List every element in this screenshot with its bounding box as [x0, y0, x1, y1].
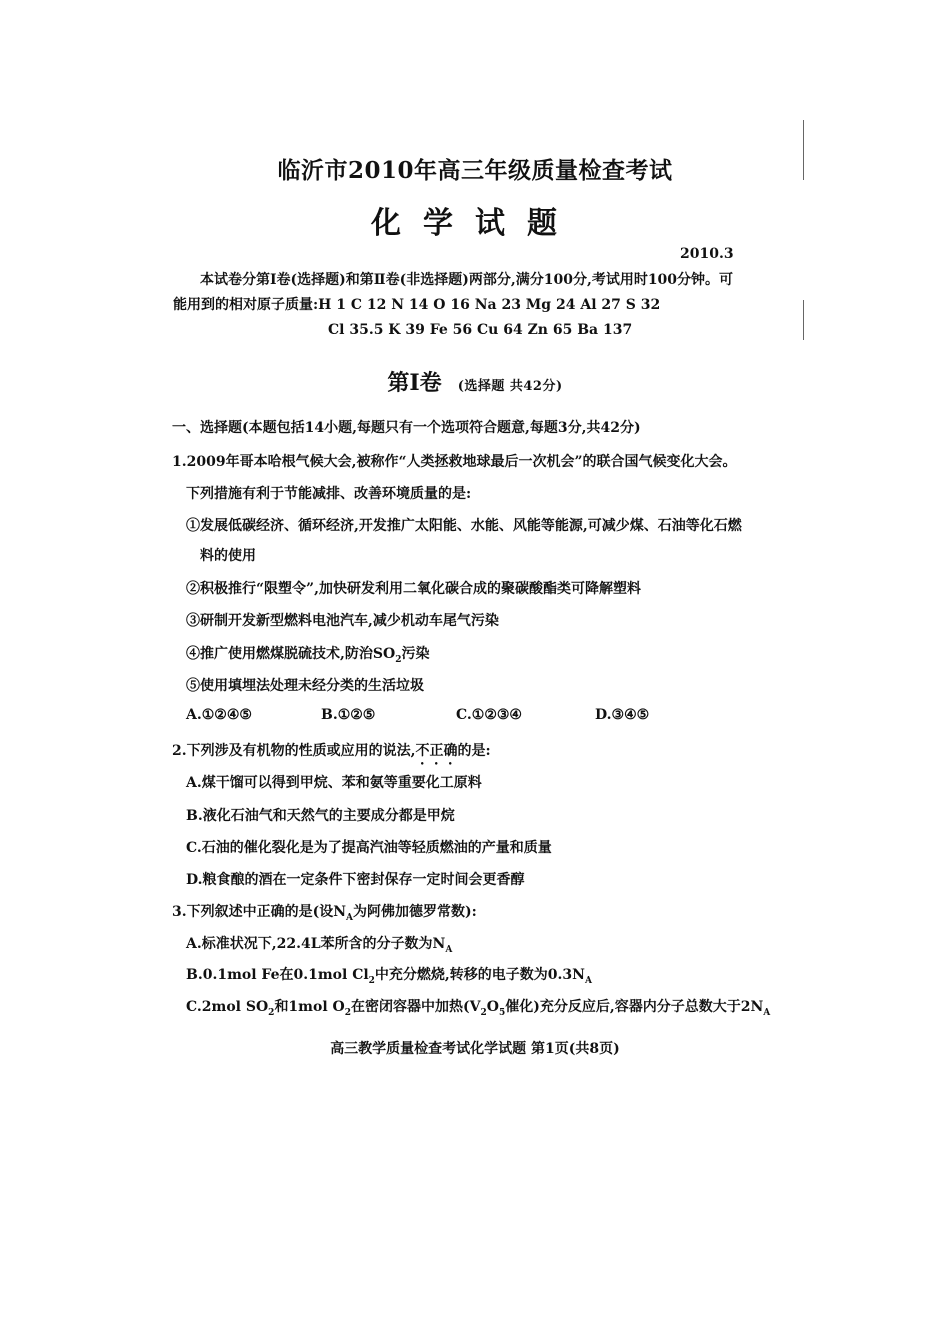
intro-block — [173, 268, 734, 343]
q1-option-d: D.③④⑤ — [595, 707, 650, 723]
q1-option-b: B.①②⑤ — [321, 707, 376, 723]
q2-option-c: C.石油的催化裂化是为了提高汽油等轻质燃油的产量和质量 — [186, 840, 552, 856]
q1-option-c: C.①②③④ — [456, 707, 522, 723]
subject-title: 化学试题 — [371, 206, 579, 241]
q3-option-a: A.标准状况下,22.4L苯所含的分子数为$N_A$ — [186, 936, 453, 955]
q1-item-2: ②积极推行“限塑令”,加快研发利用二氧化碳合成的聚碳酸酯类可降解塑料 — [186, 581, 641, 597]
page-footer: 高三教学质量检查考试化学试题 第1页(共8页) — [330, 1041, 620, 1057]
q1-item-1a: ①发展低碳经济、循环经济,开发推广太阳能、水能、风能等能源,可减少煤、石油等化石燃 — [186, 518, 742, 534]
part1-heading — [0, 366, 950, 397]
part1-subtitle: (选择题 共42分) — [457, 379, 563, 394]
intro-line-1: 本试卷分第Ⅰ卷(选择题)和第Ⅱ卷(非选择题)两部分,满分100分,考试用时100分钟。可 — [200, 272, 734, 288]
q1-option-a: A.①②④⑤ — [186, 707, 252, 723]
q2-option-d: D.粮食酿的酒在一定条件下密封保存一定时间会更香醇 — [186, 872, 525, 888]
exam-title: 临沂市2010年高三年级质量检查考试 — [277, 157, 673, 184]
q3-option-b: B.0.1mol Fe在0.1mol $Cl_2$中充分燃烧,转移的电子数为$0.3N_A$ — [186, 967, 592, 986]
exam-date: 2010.3 — [680, 246, 734, 262]
page-edge-line-bottom — [803, 300, 804, 340]
q1-item-5: ⑤使用填埋法处理未经分类的生活垃圾 — [186, 678, 424, 694]
q2-option-b: B.液化石油气和天然气的主要成分都是甲烷 — [186, 808, 455, 824]
q1-stem-line-2: 下列措施有利于节能减排、改善环境质量的是: — [186, 486, 472, 502]
q2-option-a: A.煤干馏可以得到甲烷、苯和氨等重要化工原料 — [186, 775, 482, 791]
intro-line-3: Cl 35.5 K 39 Fe 56 Cu 64 Zn 65 Ba 137 — [328, 322, 633, 338]
section1-heading: 一、选择题(本题包括14小题,每题只有一个选项符合题意,每题3分,共42分) — [172, 420, 641, 436]
part1-title: 第Ⅰ卷 — [387, 370, 442, 396]
q1-stem-line-1: 1.2009年哥本哈根气候大会,被称作“人类拯救地球最后一次机会”的联合国气候变化大会。 — [172, 454, 737, 470]
q1-item-1b: 料的使用 — [200, 548, 256, 564]
q1-item-4: ④推广使用燃煤脱硫技术,防治$SO_2$污染 — [186, 646, 430, 665]
q3-option-c: C.2mol $SO_2$和1mol $O_2$在密闭容器中加热($V_2O_5$催化)充分反应后,容器内分子总数大于$2N_A$ — [186, 999, 771, 1018]
q2-stem: 2.下列涉及有机物的性质或应用的说法,不正确的是: — [172, 743, 491, 759]
q2-emphasis: 不正确 — [415, 743, 458, 759]
intro-line-2: 能用到的相对原子质量:H 1 C 12 N 14 O 16 Na 23 Mg 24 Al 27 S 32 — [173, 297, 661, 313]
q1-item-3: ③研制开发新型燃料电池汽车,减少机动车尾气污染 — [186, 613, 499, 629]
q3-stem: 3.下列叙述中正确的是(设$N_A$为阿佛加德罗常数): — [172, 904, 477, 923]
